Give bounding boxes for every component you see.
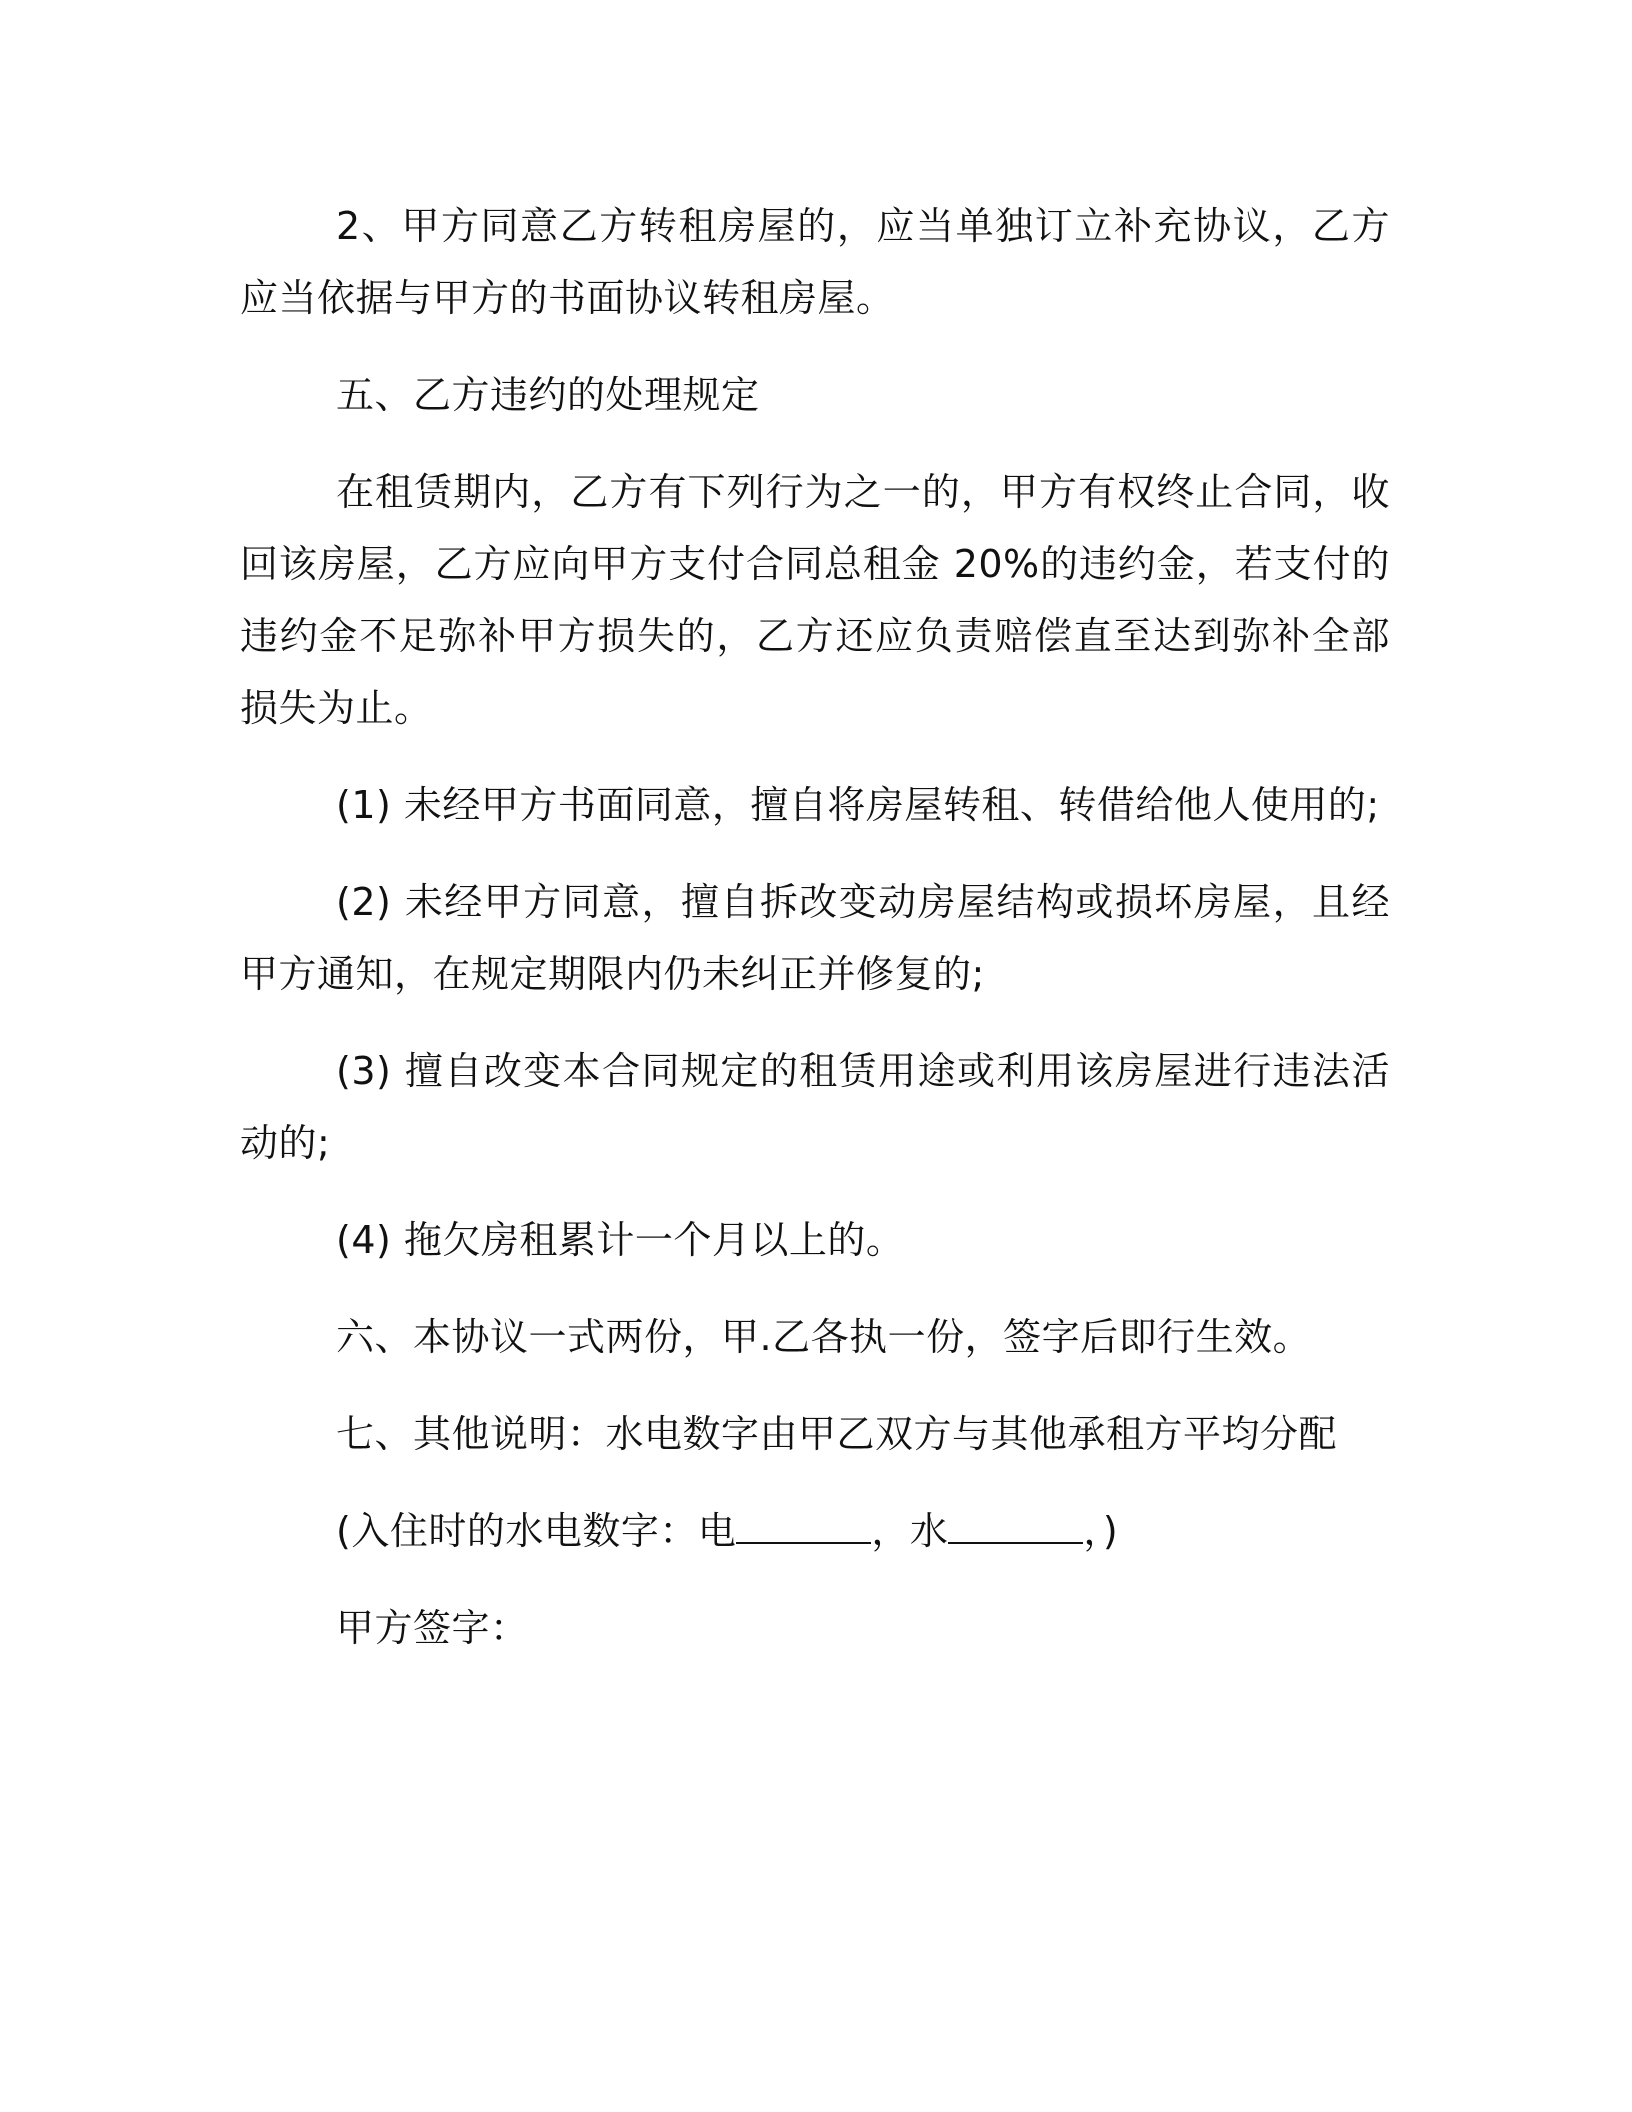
section-6: 六、本协议一式两份，甲.乙各执一份，签字后即行生效。: [336, 1315, 1312, 1359]
meter-middle: ，水: [871, 1509, 949, 1553]
signature-label: 甲方签字：: [336, 1606, 529, 1650]
section-5-heading: 五、乙方违约的处理规定: [336, 373, 760, 417]
clause-4-2: 2、甲方同意乙方转租房屋的，应当单独订立补充协议，乙方应当依据与甲方的书面协议转租房屋。: [240, 204, 1390, 320]
section-5-body: 在租赁期内，乙方有下列行为之一的，甲方有权终止合同，收回该房屋，乙方应向甲方支付合同总租金 20%的违约金，若支付的违约金不足弥补甲方损失的，乙方还应负责赔偿直至达到弥补全部损失为止。: [240, 470, 1390, 730]
section-7: 七、其他说明：水电数字由甲乙双方与其他承租方平均分配: [336, 1412, 1338, 1456]
water-reading-blank[interactable]: [948, 1502, 1083, 1544]
meter-reading-line: [240, 1495, 1390, 1567]
breach-item-3: (3) 擅自改变本合同规定的租赁用途或利用该房屋进行违法活动的;: [240, 1049, 1390, 1165]
document-page: [240, 190, 1390, 1664]
signature-line: [240, 1592, 1390, 1664]
meter-suffix: ，): [1083, 1509, 1119, 1553]
meter-prefix: (入住时的水电数字：电: [336, 1509, 737, 1553]
breach-item-2: (2) 未经甲方同意，擅自拆改变动房屋结构或损坏房屋，且经甲方通知，在规定期限内仍未纠正并修复的;: [240, 880, 1390, 996]
breach-item-1: (1) 未经甲方书面同意，擅自将房屋转租、转借给他人使用的;: [336, 783, 1380, 827]
electricity-reading-blank[interactable]: [736, 1502, 871, 1544]
signature-field[interactable]: [529, 1601, 929, 1641]
breach-item-4: (4) 拖欠房租累计一个月以上的。: [336, 1218, 905, 1262]
